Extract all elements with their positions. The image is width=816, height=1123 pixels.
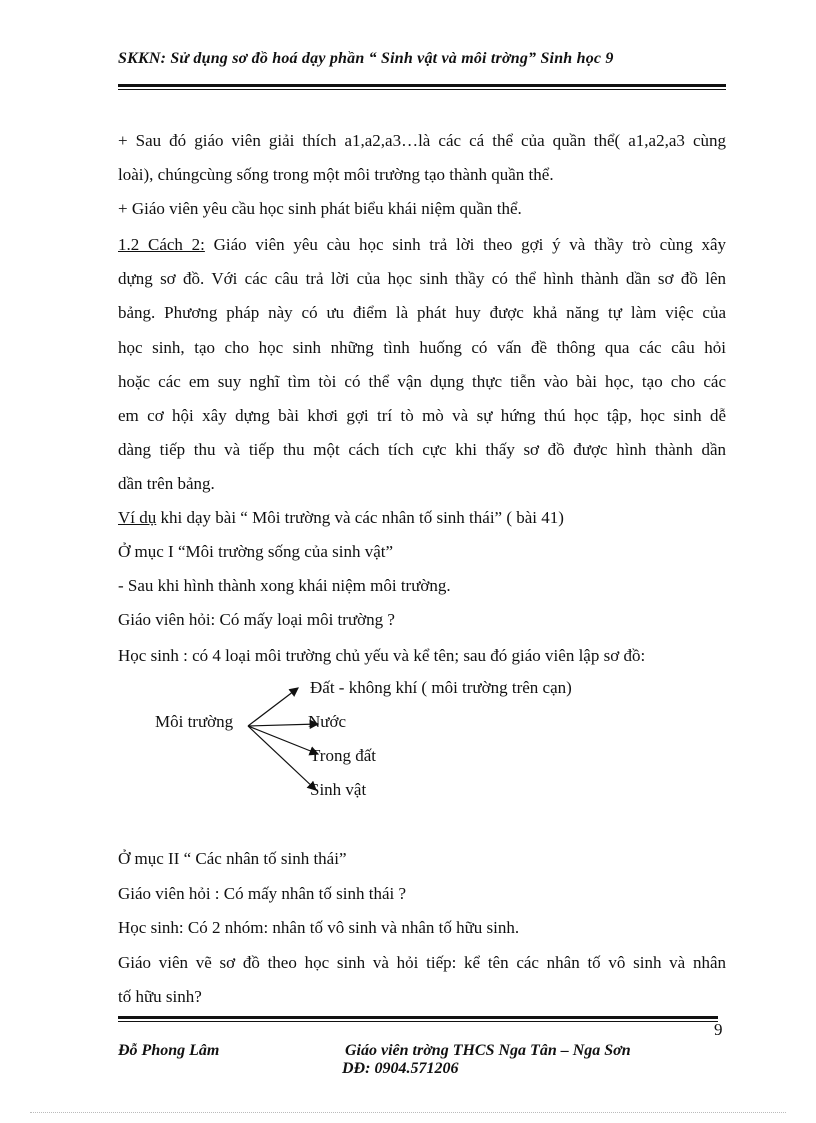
section-label: 1.2 Cách 2:: [118, 235, 205, 254]
diagram-branch: Nước: [308, 712, 347, 731]
paragraph-line: Ở mục II “ Các nhân tố sinh thái”: [118, 849, 347, 868]
paragraph-line: Giáo viên hỏi : Có mấy nhân tố sinh thái ?: [118, 884, 407, 903]
footer-rule-thin: [118, 1021, 718, 1022]
paragraph-line: học sinh, tạo cho học sinh những tình huống có vấn đề thông qua các câu hỏi: [118, 338, 726, 357]
paragraph-line: dựng sơ đồ. Với các câu trả lời của học sinh thầy có thể hình thành dần sơ đồ lên: [118, 269, 726, 288]
footer-rule-thick: [118, 1016, 718, 1019]
paragraph-line: loài), chúngcùng sống trong một môi trường tạo thành quần thể.: [118, 165, 554, 184]
page-header: SKKN: Sử dụng sơ đồ hoá dạy phần “ Sinh vật và môi trờng” Sinh học 9: [118, 50, 614, 67]
paragraph-line: em cơ hội xây dựng bài khơi gợi trí tò mò và sự hứng thú học tập, học sinh dễ: [118, 406, 726, 425]
paragraph-line: dần trên bảng.: [118, 474, 215, 493]
diagram-branch: Đất - không khí ( môi trường trên cạn): [310, 678, 572, 697]
section-first-rest: Giáo viên yêu càu học sinh trả lời theo gợi ý và thầy trò cùng xây: [204, 235, 726, 254]
footer-author: Đỗ Phong Lâm: [118, 1042, 220, 1059]
diagram-branch: Sinh vật: [310, 780, 367, 799]
paragraph-line: tố hữu sinh?: [118, 987, 202, 1006]
paragraph-line: hoặc các em suy nghĩ tìm tòi có thể vận dụng thực tiễn vào bài học, tạo cho các: [118, 372, 726, 391]
paragraph-line: + Giáo viên yêu cầu học sinh phát biểu khái niệm quần thể.: [118, 199, 522, 218]
footer-school: Giáo viên trờng THCS Nga Tân – Nga Sơn: [345, 1042, 631, 1059]
page-number: 9: [714, 1020, 723, 1039]
paragraph-line: Giáo viên hỏi: Có mấy loại môi trường ?: [118, 610, 395, 629]
arrow-to-organism: [248, 726, 316, 790]
arrow-to-land: [248, 688, 298, 726]
diagram-branch: Trong đất: [310, 746, 376, 765]
example-label: Ví dụ: [118, 508, 157, 527]
bottom-dotted-line: [30, 1112, 786, 1113]
paragraph-line: Giáo viên vẽ sơ đồ theo học sinh và hỏi tiếp: kể tên các nhân tố vô sinh và nhân: [118, 953, 726, 972]
example-rest: khi dạy bài “ Môi trường và các nhân tố sinh thái” ( bài 41): [156, 508, 564, 527]
paragraph-line: dàng tiếp thu và tiếp thu một cách tích cực khi thấy sơ đồ được hình thành dần: [118, 440, 726, 459]
paragraph-line: Ở mục I “Môi trường sống của sinh vật”: [118, 542, 394, 561]
paragraph-line: Học sinh : có 4 loại môi trường chủ yếu và kể tên; sau đó giáo viên lập sơ đồ:: [118, 646, 646, 665]
paragraph-line: Học sinh: Có 2 nhóm: nhân tố vô sinh và nhân tố hữu sinh.: [118, 918, 520, 937]
paragraph-line: + Sau đó giáo viên giải thích a1,a2,a3…là các cá thể của quần thể( a1,a2,a3 cùng: [118, 131, 726, 150]
footer-phone: DĐ: 0904.571206: [342, 1060, 459, 1077]
diagram-root: Môi trường: [155, 712, 234, 731]
paragraph-line: - Sau khi hình thành xong khái niệm môi trường.: [118, 576, 451, 595]
paragraph-line: bảng. Phương pháp này có ưu điểm là phát huy được khả năng tự làm việc của: [118, 303, 726, 322]
